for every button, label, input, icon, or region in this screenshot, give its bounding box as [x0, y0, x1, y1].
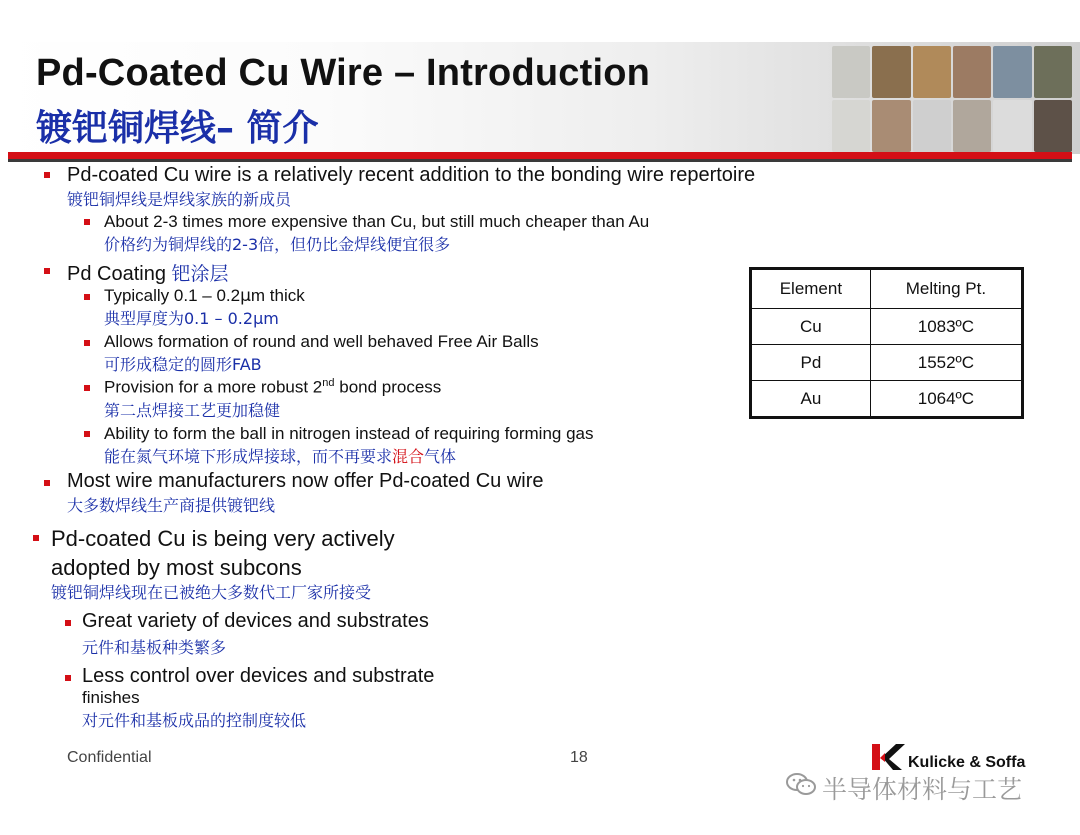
photo-tile: [953, 46, 991, 98]
page-title-chinese: 镀钯铜焊线– 简介: [36, 108, 319, 149]
table-cell: 1083ºC: [870, 309, 1022, 345]
photo-tile: [832, 46, 870, 98]
kulicke-soffa-logo-icon: [872, 742, 908, 772]
list-item: [104, 377, 441, 421]
bullet-text: Allows formation of round and well behaved Free Air Balls: [104, 332, 539, 351]
list-item: [67, 470, 544, 516]
bullet-marker: [44, 480, 50, 486]
list-item: [51, 524, 395, 604]
bullet-text-chinese: 镀钯铜焊线现在已被绝大多数代工厂家所接受: [51, 583, 372, 602]
bullet-text: bond process: [334, 377, 442, 397]
bullet-text-chinese: 价格约为铜焊线的2-3倍，但仍比金焊线便宜很多: [104, 235, 451, 254]
list-item: [82, 610, 429, 658]
photo-tile: [1034, 100, 1072, 152]
bullet-text-chinese: 气体: [424, 447, 457, 466]
table-row: [751, 345, 1023, 381]
page-title: Pd-Coated Cu Wire – Introduction: [36, 52, 651, 94]
bullet-text: Less control over devices and substrate: [82, 665, 435, 687]
table-cell: 1552ºC: [870, 345, 1022, 381]
micro-symbol: μ: [240, 286, 251, 306]
bullet-text-chinese: 钯涂层: [171, 263, 229, 285]
table-cell: Pd: [751, 345, 871, 381]
bullet-text: Ability to form the ball in nitrogen instead of requiring forming gas: [104, 424, 594, 443]
bullet-marker: [84, 294, 90, 300]
bullet-text: finishes: [82, 688, 140, 707]
bullet-text: Pd Coating: [67, 263, 172, 285]
title-divider-red: [8, 152, 1072, 159]
bullet-text: Pd-coated Cu wire is a relatively recent addition to the bonding wire repertoire: [67, 164, 756, 186]
photo-tile: [953, 100, 991, 152]
bullet-text: Great variety of devices and substrates: [82, 610, 429, 632]
list-item: [104, 424, 593, 467]
bullet-marker: [84, 431, 90, 437]
list-item: [104, 332, 539, 375]
title-divider-dark: [8, 159, 1072, 162]
bullet-marker: [33, 535, 39, 541]
bullet-marker: [84, 340, 90, 346]
highlighted-text: 混合: [392, 447, 425, 466]
list-item: [67, 259, 229, 286]
wechat-icon: [785, 771, 817, 797]
table-row: [751, 381, 1023, 418]
list-item: [104, 212, 649, 255]
table-header-row: [751, 269, 1023, 309]
table-row: [751, 309, 1023, 345]
bullet-marker: [44, 172, 50, 178]
watermark-text: 半导体材料与工艺: [822, 775, 1023, 804]
photo-tile: [872, 100, 910, 152]
confidential-label: Confidential: [67, 749, 152, 766]
bullet-marker: [84, 385, 90, 391]
photo-tile: [872, 46, 910, 98]
bullet-text-chinese: 能在氮气环境下形成焊接球，而不再要求: [104, 447, 393, 466]
bullet-text: Provision for a more robust 2: [104, 377, 323, 397]
bullet-text: Most wire manufacturers now offer Pd-coated Cu wire: [67, 470, 544, 492]
bullet-text: m thick: [250, 286, 305, 305]
photo-tile: [832, 100, 870, 152]
photo-tile: [993, 46, 1031, 98]
photo-tile: [913, 46, 951, 98]
bullet-text: Pd-coated Cu is being very actively: [51, 526, 395, 551]
bullet-marker: [65, 675, 71, 681]
bullet-text-chinese: 镀钯铜焊线是焊线家族的新成员: [67, 190, 292, 209]
list-item: [104, 286, 305, 329]
bullet-text-chinese: 对元件和基板成品的控制度较低: [82, 711, 307, 730]
company-logo-text: Kulicke & Soffa: [908, 754, 1026, 771]
page-number: 18: [570, 749, 588, 766]
table-cell: 1064ºC: [870, 381, 1022, 418]
list-item: [67, 164, 755, 210]
photo-tile: [1034, 46, 1072, 98]
bullet-text-chinese: 典型厚度为0.1 – 0.2μm: [104, 309, 279, 328]
bullet-text-chinese: 可形成稳定的圆形FAB: [104, 355, 262, 374]
bullet-text: Typically 0.1 – 0.2: [104, 286, 241, 305]
bullet-text: adopted by most subcons: [51, 555, 302, 580]
column-header: Element: [751, 269, 871, 309]
bullet-text-chinese: 元件和基板种类繁多: [82, 638, 227, 657]
melting-point-table: [749, 267, 1024, 419]
superscript: nd: [322, 377, 335, 389]
bullet-text-chinese: 大多数焊线生产商提供镀钯线: [67, 496, 276, 515]
bullet-text-chinese: 第二点焊接工艺更加稳健: [104, 400, 281, 420]
photo-tile: [993, 100, 1031, 152]
bullet-marker: [84, 219, 90, 225]
photo-tile: [913, 100, 951, 152]
bullet-marker: [44, 268, 50, 274]
table-cell: Cu: [751, 309, 871, 345]
table-cell: Au: [751, 381, 871, 418]
header-photo-collage: [832, 46, 1072, 152]
bullet-marker: [65, 620, 71, 626]
column-header: Melting Pt.: [870, 269, 1022, 309]
list-item: [82, 665, 434, 731]
bullet-text: About 2-3 times more expensive than Cu, but still much cheaper than Au: [104, 212, 650, 231]
